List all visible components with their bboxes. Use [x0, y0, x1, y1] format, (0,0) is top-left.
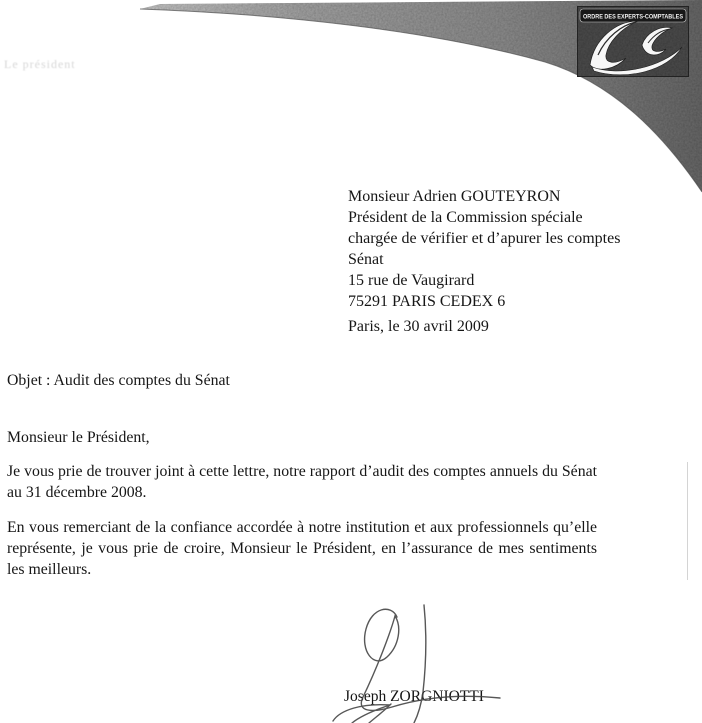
- salutation: Monsieur le Président,: [7, 429, 150, 446]
- date-line: Paris, le 30 avril 2009: [348, 318, 489, 335]
- recipient-title-line1: Président de la Commission spéciale: [348, 209, 583, 226]
- recipient-name: Monsieur Adrien GOUTEYRON: [348, 188, 561, 205]
- body-paragraph-1: Je vous prie de trouver joint à cette lettre, notre rapport d’audit des comptes annuels du Sénat au 31 décembre 2008.: [7, 463, 597, 501]
- recipient-city: 75291 PARIS CEDEX 6: [348, 293, 506, 310]
- subject-line: Objet : Audit des comptes du Sénat: [7, 372, 230, 389]
- signer-name: Joseph ZORGNIOTTI: [344, 688, 484, 705]
- faint-stamp-text: Le président: [4, 57, 76, 71]
- logo-banner-text: ORDRE DES EXPERTS-COMPTABLES: [583, 13, 684, 21]
- handwritten-signature: [318, 595, 518, 723]
- scan-artifact-line: [687, 462, 688, 580]
- recipient-street: 15 rue de Vaugirard: [348, 272, 475, 289]
- logo-banner: [580, 9, 686, 22]
- recipient-institution: Sénat: [348, 251, 384, 268]
- recipient-address-block: [348, 186, 620, 312]
- body-paragraph-2: En vous remerciant de la confiance accordée à notre institution et aux professionnels qu’elle représente, je vous prie de croire, Monsieur le Président, en l’assurance de mes sentiments les meilleurs.: [7, 519, 597, 578]
- ordre-experts-comptables-logo: [576, 5, 690, 78]
- recipient-title-line2: chargée de vérifier et d’apurer les comptes: [348, 230, 621, 247]
